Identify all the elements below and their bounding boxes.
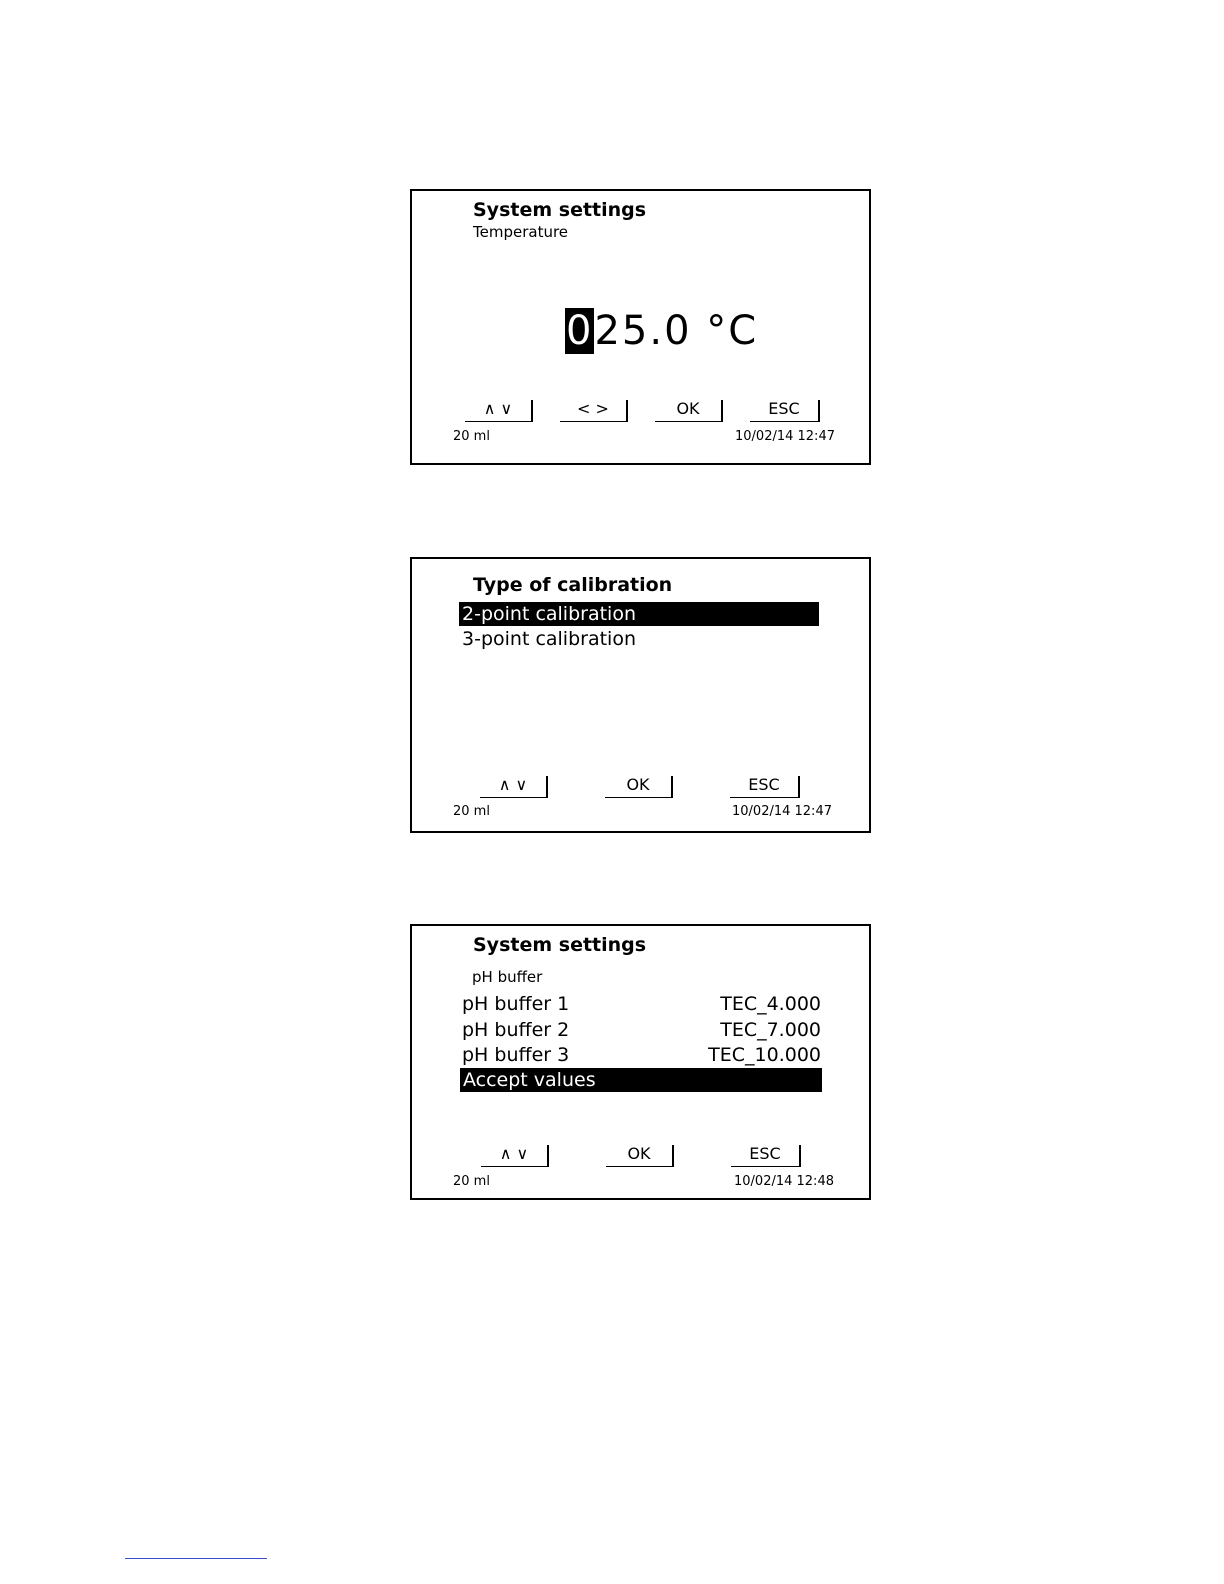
temperature-value-digits: 25.0 bbox=[594, 308, 692, 354]
screen-title: System settings bbox=[473, 934, 647, 956]
ph-buffer-settings-screen bbox=[410, 924, 871, 1200]
ph-buffer-2-value: TEC_7.000 bbox=[720, 1019, 821, 1041]
datetime-status: 10/02/14 12:48 bbox=[734, 1174, 834, 1189]
ph-buffer-1-value: TEC_4.000 bbox=[720, 993, 821, 1015]
esc-softkey[interactable]: ESC bbox=[750, 400, 820, 422]
ph-buffer-2-label: pH buffer 2 bbox=[462, 1019, 570, 1041]
esc-softkey[interactable]: ESC bbox=[730, 776, 800, 798]
up-down-softkey[interactable]: ∧ ∨ bbox=[481, 1145, 549, 1167]
ph-buffer-3-row[interactable] bbox=[460, 1043, 821, 1067]
ok-softkey[interactable]: OK bbox=[655, 400, 723, 422]
screen-subtitle: pH buffer bbox=[472, 968, 543, 986]
volume-status: 20 ml bbox=[453, 804, 490, 819]
ph-buffer-1-row[interactable] bbox=[460, 992, 821, 1016]
screen-title: System settings bbox=[473, 199, 647, 221]
temperature-unit: °C bbox=[706, 308, 759, 354]
datetime-status: 10/02/14 12:47 bbox=[735, 429, 835, 444]
ph-buffer-3-value: TEC_10.000 bbox=[708, 1044, 821, 1066]
screen-title: Type of calibration bbox=[473, 574, 673, 596]
accept-values-item[interactable]: Accept values bbox=[460, 1068, 822, 1092]
temperature-settings-screen bbox=[410, 189, 871, 465]
menu-item-2-point-calibration[interactable]: 2-point calibration bbox=[459, 602, 819, 626]
calibration-type-screen bbox=[410, 557, 871, 833]
temperature-cursor-digit[interactable]: 0 bbox=[566, 308, 594, 354]
temperature-value-field[interactable] bbox=[565, 307, 758, 355]
ok-softkey[interactable]: OK bbox=[605, 776, 673, 798]
ph-buffer-2-row[interactable] bbox=[460, 1018, 821, 1042]
up-down-softkey[interactable]: ∧ ∨ bbox=[480, 776, 548, 798]
datetime-status: 10/02/14 12:47 bbox=[732, 804, 832, 819]
esc-softkey[interactable]: ESC bbox=[731, 1145, 801, 1167]
ph-buffer-3-label: pH buffer 3 bbox=[462, 1044, 570, 1066]
screen-subtitle: Temperature bbox=[473, 223, 569, 241]
ph-buffer-1-label: pH buffer 1 bbox=[462, 993, 570, 1015]
volume-status: 20 ml bbox=[453, 429, 490, 444]
left-right-softkey[interactable]: < > bbox=[560, 400, 628, 422]
ok-softkey[interactable]: OK bbox=[606, 1145, 674, 1167]
menu-item-3-point-calibration[interactable]: 3-point calibration bbox=[462, 628, 636, 650]
volume-status: 20 ml bbox=[453, 1174, 490, 1189]
up-down-softkey[interactable]: ∧ ∨ bbox=[465, 400, 533, 422]
footnote-separator-line bbox=[125, 1558, 267, 1559]
